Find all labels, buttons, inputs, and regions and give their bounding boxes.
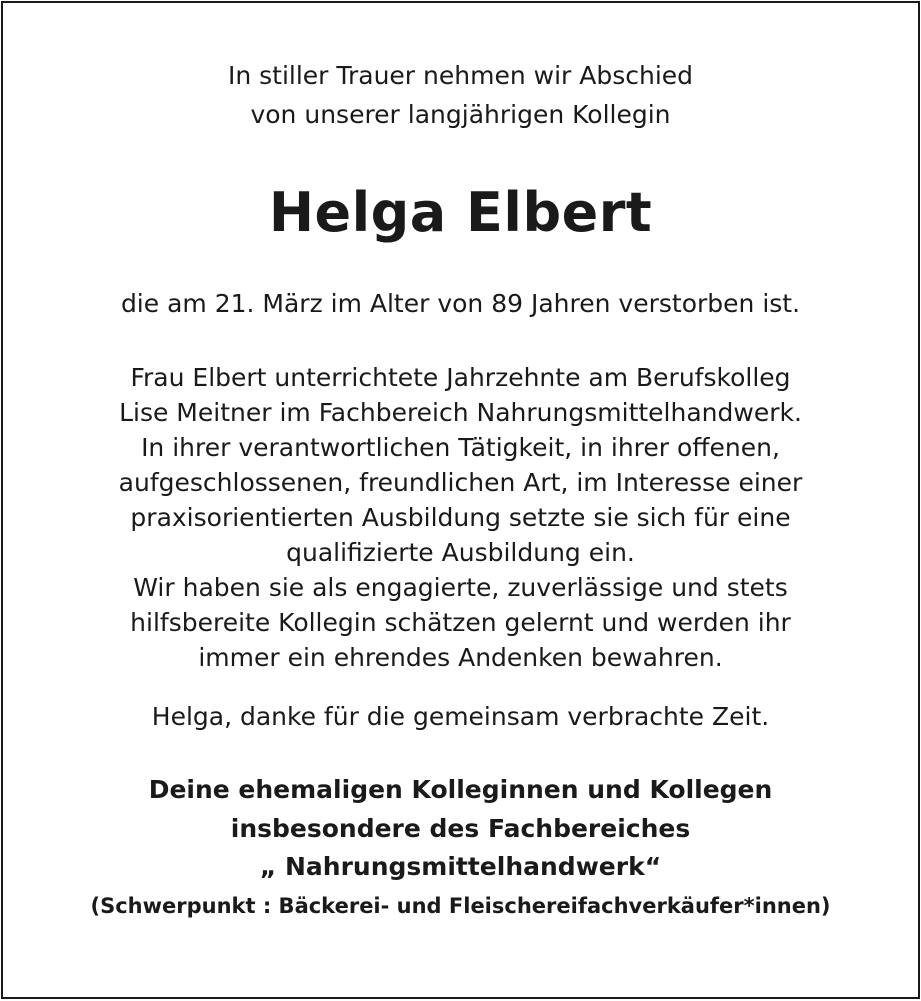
body-line-8: hilfsbereite Kollegin schätzen gelernt und werden ihr: [130, 608, 791, 637]
body-line-6: qualifizierte Ausbildung ein.: [286, 538, 635, 567]
intro-line-2: von unserer langjährigen Kollegin: [250, 100, 671, 129]
thanks-line: Helga, danke für die gemeinsam verbrachte Zeit.: [151, 702, 770, 731]
body-line-9: immer ein ehrendes Andenken bewahren.: [198, 643, 723, 672]
body-line-7: Wir haben sie als engagierte, zuverlässige und stets: [133, 573, 788, 602]
signature-line-2: insbesondere des Fachbereiches: [230, 814, 691, 843]
signature-line-1: Deine ehemaligen Kolleginnen und Kollegen: [148, 775, 773, 804]
body-line-5: praxisorientierten Ausbildung setzte sie sich für eine: [130, 503, 791, 532]
body-line-1: Frau Elbert unterrichtete Jahrzehnte am Berufskolleg: [130, 363, 791, 392]
deceased-name: Helga Elbert: [268, 181, 653, 244]
obituary-notice: [1, 1, 920, 999]
body-line-3: In ihrer verantwortlichen Tätigkeit, in ihrer offenen,: [141, 433, 780, 462]
body-line-2: Lise Meitner im Fachbereich Nahrungsmittelhandwerk.: [119, 398, 802, 427]
intro-line-1: In stiller Trauer nehmen wir Abschied: [227, 61, 694, 90]
signature-line-3: „ Nahrungsmittelhandwerk“: [259, 852, 662, 881]
death-notice-line: die am 21. März im Alter von 89 Jahren verstorben ist.: [120, 289, 801, 318]
body-line-4: aufgeschlossenen, freundlichen Art, im Interesse einer: [118, 468, 803, 497]
signature-line-4: (Schwerpunkt : Bäckerei- und Fleischereifachverkäufer*innen): [90, 894, 831, 918]
